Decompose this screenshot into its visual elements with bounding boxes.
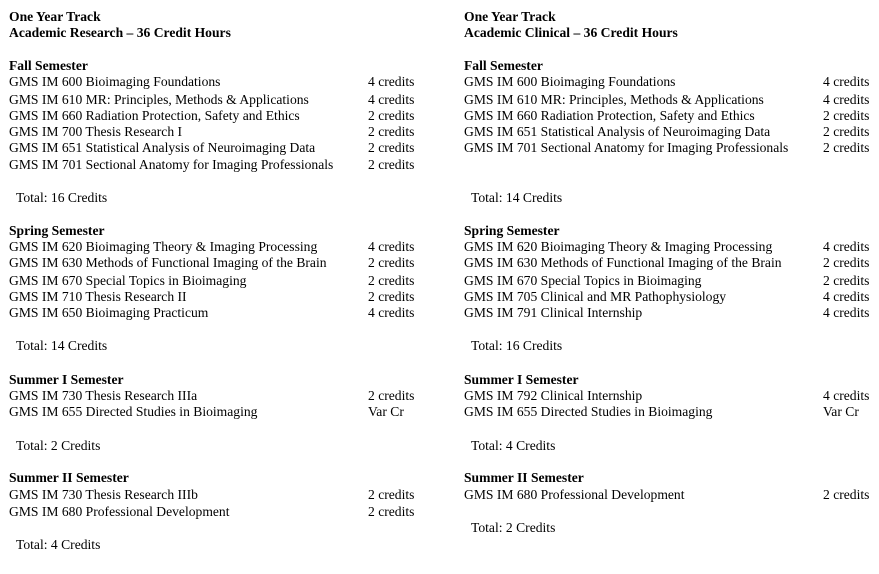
- course-name: GMS IM 791 Clinical Internship: [464, 305, 643, 320]
- course-credits: Var Cr: [823, 404, 859, 419]
- course-credits: 2 credits: [823, 108, 870, 123]
- course-name: GMS IM 730 Thesis Research IIIb: [9, 487, 198, 502]
- course-credits: 2 credits: [368, 124, 415, 139]
- course-name: GMS IM 620 Bioimaging Theory & Imaging Processing: [464, 239, 773, 254]
- course-credits: 2 credits: [823, 487, 870, 502]
- course-name: GMS IM 610 MR: Principles, Methods & Applications: [9, 92, 309, 107]
- course-credits: 4 credits: [823, 289, 870, 304]
- course-name: GMS IM 610 MR: Principles, Methods & Applications: [464, 92, 764, 107]
- course-credits: 2 credits: [823, 255, 870, 270]
- semester-total: Total: 2 Credits: [16, 438, 101, 453]
- course-name: GMS IM 660 Radiation Protection, Safety and Ethics: [464, 108, 755, 123]
- course-name: GMS IM 701 Sectional Anatomy for Imaging Professionals: [464, 140, 789, 155]
- course-name: GMS IM 651 Statistical Analysis of Neuroimaging Data: [9, 140, 316, 155]
- course-name: GMS IM 670 Special Topics in Bioimaging: [464, 273, 702, 288]
- course-name: GMS IM 600 Bioimaging Foundations: [9, 74, 221, 89]
- course-credits: 2 credits: [368, 140, 415, 155]
- track-subtitle: Academic Research – 36 Credit Hours: [9, 25, 231, 40]
- course-credits: 4 credits: [823, 239, 870, 254]
- course-credits: 2 credits: [368, 487, 415, 502]
- course-name: GMS IM 651 Statistical Analysis of Neuroimaging Data: [464, 124, 771, 139]
- semester-total: Total: 16 Credits: [16, 190, 108, 205]
- semester-heading: Summer II Semester: [464, 470, 584, 485]
- semester-heading: Summer I Semester: [9, 372, 124, 387]
- course-name: GMS IM 792 Clinical Internship: [464, 388, 643, 403]
- course-name: GMS IM 655 Directed Studies in Bioimaging: [464, 404, 713, 419]
- course-credits: Var Cr: [368, 404, 404, 419]
- course-credits: 2 credits: [368, 273, 415, 288]
- course-credits: 4 credits: [823, 92, 870, 107]
- course-credits: 4 credits: [368, 239, 415, 254]
- track-title: One Year Track: [9, 9, 101, 24]
- semester-total: Total: 4 Credits: [471, 438, 556, 453]
- course-credits: 2 credits: [368, 255, 415, 270]
- semester-total: Total: 16 Credits: [471, 338, 563, 353]
- course-name: GMS IM 680 Professional Development: [9, 504, 230, 519]
- course-name: GMS IM 730 Thesis Research IIIa: [9, 388, 198, 403]
- course-credits: 4 credits: [368, 92, 415, 107]
- course-credits: 2 credits: [368, 289, 415, 304]
- track-title: One Year Track: [464, 9, 556, 24]
- course-credits: 2 credits: [368, 388, 415, 403]
- course-name: GMS IM 650 Bioimaging Practicum: [9, 305, 209, 320]
- course-name: GMS IM 630 Methods of Functional Imaging of the Brain: [9, 255, 327, 270]
- course-credits: 4 credits: [823, 305, 870, 320]
- semester-total: Total: 2 Credits: [471, 520, 556, 535]
- course-name: GMS IM 670 Special Topics in Bioimaging: [9, 273, 247, 288]
- course-credits: 4 credits: [823, 388, 870, 403]
- semester-heading: Summer I Semester: [464, 372, 579, 387]
- course-credits: 2 credits: [823, 273, 870, 288]
- semester-heading: Spring Semester: [9, 223, 105, 238]
- course-name: GMS IM 680 Professional Development: [464, 487, 685, 502]
- course-name: GMS IM 630 Methods of Functional Imaging of the Brain: [464, 255, 782, 270]
- semester-heading: Summer II Semester: [9, 470, 129, 485]
- track-subtitle: Academic Clinical – 36 Credit Hours: [464, 25, 678, 40]
- semester-heading: Fall Semester: [464, 58, 543, 73]
- course-name: GMS IM 700 Thesis Research I: [9, 124, 183, 139]
- course-credits: 4 credits: [823, 74, 870, 89]
- course-name: GMS IM 655 Directed Studies in Bioimaging: [9, 404, 258, 419]
- course-credits: 2 credits: [368, 157, 415, 172]
- course-name: GMS IM 705 Clinical and MR Pathophysiology: [464, 289, 727, 304]
- course-name: GMS IM 620 Bioimaging Theory & Imaging Processing: [9, 239, 318, 254]
- course-credits: 4 credits: [368, 305, 415, 320]
- semester-total: Total: 14 Credits: [471, 190, 563, 205]
- semester-heading: Spring Semester: [464, 223, 560, 238]
- course-credits: 2 credits: [823, 124, 870, 139]
- course-name: GMS IM 660 Radiation Protection, Safety and Ethics: [9, 108, 300, 123]
- course-credits: 2 credits: [823, 140, 870, 155]
- semester-total: Total: 14 Credits: [16, 338, 108, 353]
- course-name: GMS IM 701 Sectional Anatomy for Imaging Professionals: [9, 157, 334, 172]
- course-credits: 4 credits: [368, 74, 415, 89]
- course-name: GMS IM 600 Bioimaging Foundations: [464, 74, 676, 89]
- course-credits: 2 credits: [368, 108, 415, 123]
- course-credits: 2 credits: [368, 504, 415, 519]
- semester-total: Total: 4 Credits: [16, 537, 101, 552]
- semester-heading: Fall Semester: [9, 58, 88, 73]
- course-name: GMS IM 710 Thesis Research II: [9, 289, 187, 304]
